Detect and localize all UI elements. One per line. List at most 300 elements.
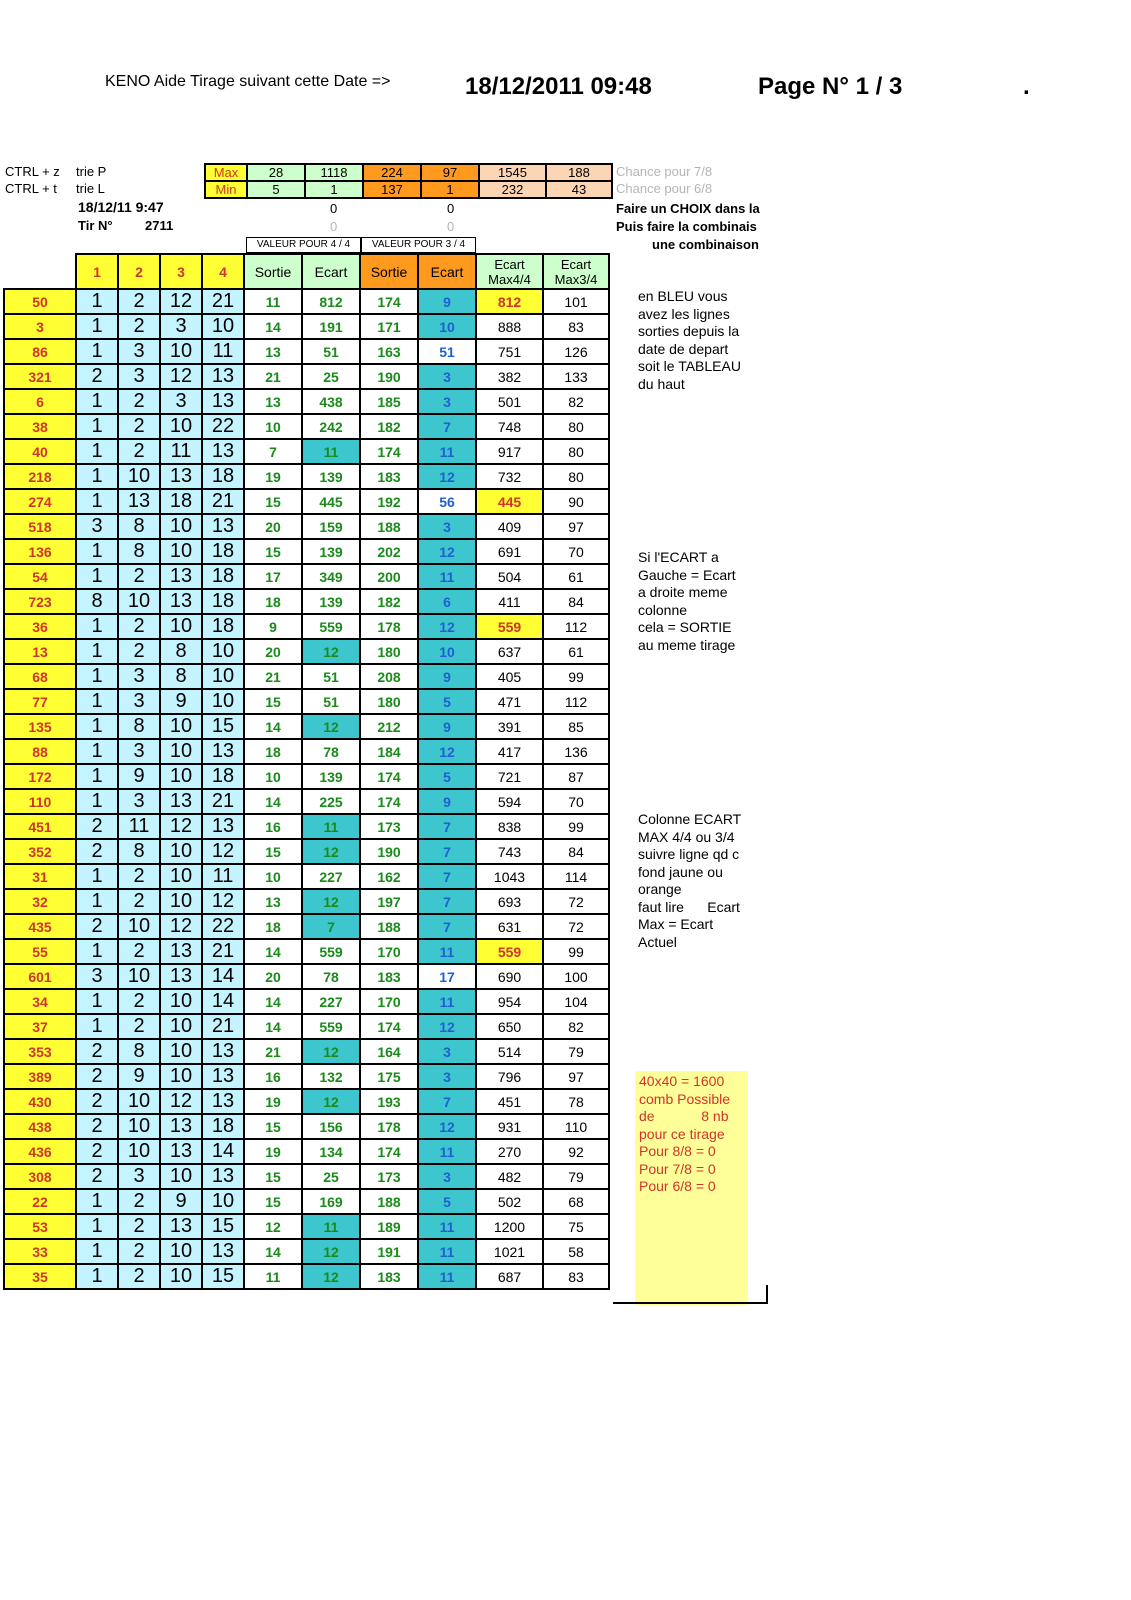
sortie-44: 14 xyxy=(244,714,302,739)
drawn-number: 2 xyxy=(76,1164,118,1189)
ecart-34: 7 xyxy=(418,864,476,889)
ecart-max-44: 471 xyxy=(476,689,543,714)
ecart-34: 10 xyxy=(418,639,476,664)
sortie-34: 175 xyxy=(360,1064,418,1089)
drawn-number: 1 xyxy=(76,1264,118,1289)
drawn-number: 3 xyxy=(118,664,160,689)
ecart-max-44: 931 xyxy=(476,1114,543,1139)
une-combinaison-note: une combinaison xyxy=(652,237,759,252)
sortie-44: 20 xyxy=(244,964,302,989)
ecart-44: 139 xyxy=(302,764,360,789)
note-line: comb Possible xyxy=(639,1090,731,1107)
drawn-number: 2 xyxy=(76,1064,118,1089)
ecart-44: 12 xyxy=(302,1089,360,1114)
drawn-number: 2 xyxy=(118,1239,160,1264)
row-index: 86 xyxy=(4,339,76,364)
note-line: Gauche = Ecart xyxy=(638,566,736,583)
sortie-44: 20 xyxy=(244,639,302,664)
ecart-44: 12 xyxy=(302,1039,360,1064)
drawn-number: 10 xyxy=(160,889,202,914)
drawn-number: 10 xyxy=(118,1089,160,1114)
header-blank xyxy=(4,254,76,289)
ecart-max-44: 445 xyxy=(476,489,543,514)
row-index: 50 xyxy=(4,289,76,314)
sortie-34: 202 xyxy=(360,539,418,564)
header-sortie-44: Sortie xyxy=(244,254,302,289)
ecart-44: 78 xyxy=(302,964,360,989)
sortie-44: 19 xyxy=(244,1139,302,1164)
table-row xyxy=(4,1264,609,1289)
table-row xyxy=(4,514,609,539)
ecart-max-44: 743 xyxy=(476,839,543,864)
sortie-34: 188 xyxy=(360,514,418,539)
ecart-max-44: 838 xyxy=(476,814,543,839)
ecart-44: 159 xyxy=(302,514,360,539)
group-label-34: VALEUR POUR 3 / 4 xyxy=(361,237,476,253)
ecart-34: 12 xyxy=(418,739,476,764)
table-row xyxy=(4,714,609,739)
table-row xyxy=(4,489,609,514)
drawn-number: 13 xyxy=(160,939,202,964)
sortie-34: 191 xyxy=(360,1239,418,1264)
page-number: Page N° 1 / 3 xyxy=(758,73,903,100)
row-index: 68 xyxy=(4,664,76,689)
ecart-max-34: 100 xyxy=(543,964,609,989)
note-line: en BLEU vous xyxy=(638,288,728,304)
drawn-number: 13 xyxy=(160,1214,202,1239)
sortie-44: 12 xyxy=(244,1214,302,1239)
drawn-number: 2 xyxy=(76,1039,118,1064)
bracket-line xyxy=(613,1302,766,1304)
ecart-max-44: 1043 xyxy=(476,864,543,889)
grey-zero-value: 0 xyxy=(330,219,338,234)
drawn-number: 2 xyxy=(118,314,160,339)
table-row xyxy=(4,339,609,364)
drawn-number: 13 xyxy=(202,514,244,539)
chance-78-label: Chance pour 7/8 xyxy=(616,164,713,179)
sortie-44: 14 xyxy=(244,314,302,339)
ecart-max-34: 133 xyxy=(543,364,609,389)
drawn-number: 1 xyxy=(76,789,118,814)
drawn-number: 8 xyxy=(118,839,160,864)
header-sortie-34: Sortie xyxy=(360,254,418,289)
note-line: Pour 7/8 = 0 xyxy=(639,1160,716,1177)
row-index: 77 xyxy=(4,689,76,714)
table-row xyxy=(4,314,609,339)
ecart-34: 9 xyxy=(418,289,476,314)
row-index: 438 xyxy=(4,1114,76,1139)
max-value: 188 xyxy=(546,164,612,181)
ecart-44: 25 xyxy=(302,1164,360,1189)
ecart-max-34: 58 xyxy=(543,1239,609,1264)
drawn-number: 22 xyxy=(202,414,244,439)
drawn-number: 10 xyxy=(160,414,202,439)
ecart-34: 3 xyxy=(418,1039,476,1064)
drawn-number: 18 xyxy=(202,614,244,639)
ecart-max-44: 693 xyxy=(476,889,543,914)
drawn-number: 10 xyxy=(202,664,244,689)
drawn-number: 10 xyxy=(160,764,202,789)
table-row xyxy=(4,739,609,764)
sortie-44: 9 xyxy=(244,614,302,639)
note-line: MAX 4/4 ou 3/4 xyxy=(638,828,735,845)
ecart-max-44: 514 xyxy=(476,1039,543,1064)
ecart-max-44: 812 xyxy=(476,289,543,314)
row-index: 353 xyxy=(4,1039,76,1064)
row-index: 436 xyxy=(4,1139,76,1164)
ecart-max-44: 270 xyxy=(476,1139,543,1164)
sortie-34: 193 xyxy=(360,1089,418,1114)
drawn-number: 1 xyxy=(76,539,118,564)
row-index: 352 xyxy=(4,839,76,864)
drawn-number: 14 xyxy=(202,1139,244,1164)
drawn-number: 8 xyxy=(118,539,160,564)
sortie-34: 192 xyxy=(360,489,418,514)
drawn-number: 1 xyxy=(76,1189,118,1214)
ecart-max-44: 954 xyxy=(476,989,543,1014)
drawn-number: 2 xyxy=(118,989,160,1014)
sortie-34: 163 xyxy=(360,339,418,364)
note-line: suivre ligne qd c xyxy=(638,846,740,862)
drawn-number: 11 xyxy=(202,339,244,364)
drawn-number: 1 xyxy=(76,1014,118,1039)
ecart-max-44: 721 xyxy=(476,764,543,789)
sortie-34: 189 xyxy=(360,1214,418,1239)
sortie-34: 183 xyxy=(360,464,418,489)
ecart-max-34: 97 xyxy=(543,1064,609,1089)
drawn-number: 10 xyxy=(118,464,160,489)
note-line: faut lire Ecart xyxy=(638,898,740,915)
ecart-max-34: 92 xyxy=(543,1139,609,1164)
row-index: 321 xyxy=(4,364,76,389)
drawn-number: 1 xyxy=(76,414,118,439)
drawn-number: 12 xyxy=(202,889,244,914)
row-index: 32 xyxy=(4,889,76,914)
drawn-number: 12 xyxy=(160,914,202,939)
drawn-number: 1 xyxy=(76,989,118,1014)
sortie-34: 174 xyxy=(360,1014,418,1039)
table-row xyxy=(4,1089,609,1114)
ecart-max-34: 70 xyxy=(543,789,609,814)
drawn-number: 10 xyxy=(160,514,202,539)
table-row xyxy=(4,589,609,614)
drawn-number: 13 xyxy=(160,964,202,989)
table-row xyxy=(4,389,609,414)
zero-value: 0 xyxy=(447,201,455,216)
sortie-34: 182 xyxy=(360,589,418,614)
row-index: 55 xyxy=(4,939,76,964)
ecart-44: 78 xyxy=(302,739,360,764)
ecart-max-34: 99 xyxy=(543,939,609,964)
header-number-3: 3 xyxy=(160,254,202,289)
sortie-44: 18 xyxy=(244,589,302,614)
faire-choix-note: Faire un CHOIX dans la xyxy=(616,201,760,216)
drawn-number: 10 xyxy=(160,539,202,564)
ecart-44: 438 xyxy=(302,389,360,414)
drawn-number: 14 xyxy=(202,989,244,1014)
table-row xyxy=(4,814,609,839)
ecart-34: 11 xyxy=(418,1239,476,1264)
drawn-number: 2 xyxy=(76,914,118,939)
sortie-44: 14 xyxy=(244,789,302,814)
ecart-44: 25 xyxy=(302,364,360,389)
note-colonne xyxy=(638,811,741,951)
ecart-max-44: 888 xyxy=(476,314,543,339)
drawn-number: 2 xyxy=(118,614,160,639)
group-label-44: VALEUR POUR 4 / 4 xyxy=(246,237,361,253)
ecart-44: 559 xyxy=(302,614,360,639)
ecart-max-34: 72 xyxy=(543,914,609,939)
table-row xyxy=(4,914,609,939)
header-ecart-max-34: Ecart Max3/4 xyxy=(543,254,609,289)
ecart-max-34: 87 xyxy=(543,764,609,789)
max-value: 1118 xyxy=(305,164,363,181)
ecart-max-34: 85 xyxy=(543,714,609,739)
max-row xyxy=(205,164,612,181)
drawn-number: 3 xyxy=(76,964,118,989)
row-index: 435 xyxy=(4,914,76,939)
drawn-number: 2 xyxy=(118,1264,160,1289)
drawn-number: 10 xyxy=(160,839,202,864)
ecart-max-44: 1200 xyxy=(476,1214,543,1239)
sortie-34: 212 xyxy=(360,714,418,739)
drawn-number: 10 xyxy=(160,339,202,364)
ecart-44: 139 xyxy=(302,539,360,564)
sortie-44: 21 xyxy=(244,1039,302,1064)
note-line: pour ce tirage xyxy=(639,1125,725,1142)
ecart-34: 10 xyxy=(418,314,476,339)
ecart-max-34: 75 xyxy=(543,1214,609,1239)
sortie-44: 10 xyxy=(244,864,302,889)
drawn-number: 2 xyxy=(118,1214,160,1239)
drawn-number: 10 xyxy=(202,314,244,339)
ecart-max-44: 637 xyxy=(476,639,543,664)
ecart-44: 132 xyxy=(302,1064,360,1089)
shortcut-ctrl-z: CTRL + z xyxy=(5,164,60,179)
drawn-number: 13 xyxy=(202,364,244,389)
sortie-34: 197 xyxy=(360,889,418,914)
drawn-number: 1 xyxy=(76,939,118,964)
drawn-number: 2 xyxy=(76,839,118,864)
row-index: 110 xyxy=(4,789,76,814)
table-row xyxy=(4,364,609,389)
drawn-number: 1 xyxy=(76,614,118,639)
drawn-number: 2 xyxy=(118,889,160,914)
ecart-max-34: 82 xyxy=(543,389,609,414)
sortie-44: 14 xyxy=(244,989,302,1014)
ecart-max-44: 382 xyxy=(476,364,543,389)
ecart-max-44: 751 xyxy=(476,339,543,364)
ecart-max-44: 409 xyxy=(476,514,543,539)
sortie-34: 174 xyxy=(360,439,418,464)
ecart-44: 139 xyxy=(302,464,360,489)
drawn-number: 11 xyxy=(202,864,244,889)
ecart-34: 12 xyxy=(418,1014,476,1039)
max-value: 1545 xyxy=(479,164,546,181)
sortie-34: 170 xyxy=(360,939,418,964)
drawn-number: 12 xyxy=(160,1089,202,1114)
sortie-34: 171 xyxy=(360,314,418,339)
table-row xyxy=(4,989,609,1014)
ecart-34: 12 xyxy=(418,1114,476,1139)
header-ecart-max-44: Ecart Max4/4 xyxy=(476,254,543,289)
drawn-number: 3 xyxy=(118,689,160,714)
ecart-44: 12 xyxy=(302,839,360,864)
table-row xyxy=(4,414,609,439)
ecart-44: 11 xyxy=(302,1214,360,1239)
drawn-number: 1 xyxy=(76,1239,118,1264)
ecart-max-44: 691 xyxy=(476,539,543,564)
ecart-max-44: 748 xyxy=(476,414,543,439)
drawn-number: 3 xyxy=(118,739,160,764)
ecart-max-34: 80 xyxy=(543,439,609,464)
sortie-34: 170 xyxy=(360,989,418,1014)
header-number-4: 4 xyxy=(202,254,244,289)
table-row xyxy=(4,289,609,314)
note-combinaisons xyxy=(635,1071,748,1305)
drawn-number: 10 xyxy=(202,639,244,664)
table-row xyxy=(4,1014,609,1039)
drawn-number: 1 xyxy=(76,289,118,314)
drawn-number: 10 xyxy=(160,739,202,764)
drawn-number: 10 xyxy=(202,689,244,714)
ecart-max-34: 61 xyxy=(543,564,609,589)
ecart-44: 227 xyxy=(302,989,360,1014)
drawn-number: 10 xyxy=(118,914,160,939)
ecart-34: 11 xyxy=(418,1264,476,1289)
row-index: 35 xyxy=(4,1264,76,1289)
table-header-row xyxy=(4,254,609,289)
drawn-number: 2 xyxy=(118,1014,160,1039)
note-line: au meme tirage xyxy=(638,636,736,653)
ecart-max-44: 687 xyxy=(476,1264,543,1289)
ecart-max-34: 136 xyxy=(543,739,609,764)
row-index: 88 xyxy=(4,739,76,764)
ecart-34: 12 xyxy=(418,464,476,489)
drawn-number: 3 xyxy=(118,364,160,389)
ecart-max-34: 99 xyxy=(543,814,609,839)
ecart-max-44: 796 xyxy=(476,1064,543,1089)
drawn-number: 10 xyxy=(160,1014,202,1039)
ecart-44: 227 xyxy=(302,864,360,889)
ecart-44: 12 xyxy=(302,1239,360,1264)
table-row xyxy=(4,464,609,489)
bracket-line xyxy=(766,1285,768,1304)
ecart-max-34: 114 xyxy=(543,864,609,889)
drawn-number: 10 xyxy=(118,964,160,989)
table-row xyxy=(4,539,609,564)
note-line: fond jaune ou xyxy=(638,863,723,880)
note-line: sorties depuis la xyxy=(638,323,740,339)
table-row xyxy=(4,889,609,914)
drawn-number: 2 xyxy=(118,389,160,414)
drawn-number: 21 xyxy=(202,289,244,314)
ecart-34: 7 xyxy=(418,414,476,439)
ecart-34: 56 xyxy=(418,489,476,514)
ecart-max-34: 84 xyxy=(543,589,609,614)
ecart-34: 11 xyxy=(418,989,476,1014)
ecart-34: 7 xyxy=(418,839,476,864)
drawn-number: 1 xyxy=(76,739,118,764)
drawn-number: 18 xyxy=(202,539,244,564)
sortie-34: 190 xyxy=(360,364,418,389)
ecart-44: 225 xyxy=(302,789,360,814)
drawn-number: 13 xyxy=(202,1089,244,1114)
ecart-34: 3 xyxy=(418,514,476,539)
drawn-number: 21 xyxy=(202,789,244,814)
max-min-table xyxy=(204,163,613,199)
sortie-34: 180 xyxy=(360,639,418,664)
drawn-number: 18 xyxy=(202,589,244,614)
sortie-34: 182 xyxy=(360,414,418,439)
drawn-number: 11 xyxy=(160,439,202,464)
ecart-34: 11 xyxy=(418,939,476,964)
row-index: 136 xyxy=(4,539,76,564)
ecart-max-34: 83 xyxy=(543,314,609,339)
sortie-34: 162 xyxy=(360,864,418,889)
drawn-number: 13 xyxy=(160,1114,202,1139)
drawn-number: 1 xyxy=(76,439,118,464)
drawn-number: 15 xyxy=(202,1214,244,1239)
drawn-number: 13 xyxy=(202,1164,244,1189)
sortie-34: 164 xyxy=(360,1039,418,1064)
ecart-max-44: 405 xyxy=(476,664,543,689)
ecart-max-34: 61 xyxy=(543,639,609,664)
ecart-34: 6 xyxy=(418,589,476,614)
row-index: 518 xyxy=(4,514,76,539)
min-value: 137 xyxy=(363,181,421,198)
ecart-44: 559 xyxy=(302,939,360,964)
ecart-34: 3 xyxy=(418,1064,476,1089)
header-dot: . xyxy=(1023,73,1030,100)
drawn-number: 3 xyxy=(118,789,160,814)
max-value: 28 xyxy=(247,164,305,181)
drawn-number: 10 xyxy=(160,1064,202,1089)
table-row xyxy=(4,864,609,889)
sortie-44: 18 xyxy=(244,914,302,939)
ecart-44: 7 xyxy=(302,914,360,939)
ecart-max-34: 97 xyxy=(543,514,609,539)
table-row xyxy=(4,1189,609,1214)
header-number-1: 1 xyxy=(76,254,118,289)
ecart-max-44: 411 xyxy=(476,589,543,614)
header-number-2: 2 xyxy=(118,254,160,289)
drawn-number: 13 xyxy=(118,489,160,514)
drawn-number: 13 xyxy=(202,1039,244,1064)
ecart-max-34: 104 xyxy=(543,989,609,1014)
sortie-34: 178 xyxy=(360,1114,418,1139)
drawn-number: 10 xyxy=(160,864,202,889)
ecart-max-34: 110 xyxy=(543,1114,609,1139)
ecart-44: 12 xyxy=(302,714,360,739)
sortie-44: 13 xyxy=(244,889,302,914)
drawn-number: 8 xyxy=(160,639,202,664)
sortie-34: 188 xyxy=(360,1189,418,1214)
table-row xyxy=(4,939,609,964)
page-title: KENO Aide Tirage suivant cette Date => xyxy=(105,73,391,90)
sortie-44: 13 xyxy=(244,389,302,414)
drawn-number: 18 xyxy=(160,489,202,514)
drawn-number: 2 xyxy=(118,1189,160,1214)
ecart-34: 5 xyxy=(418,764,476,789)
shortcut-ctrl-z-action: trie P xyxy=(76,164,107,179)
row-index: 172 xyxy=(4,764,76,789)
min-value: 43 xyxy=(546,181,612,198)
ecart-max-34: 82 xyxy=(543,1014,609,1039)
sortie-44: 16 xyxy=(244,814,302,839)
sortie-44: 14 xyxy=(244,1014,302,1039)
drawn-number: 10 xyxy=(160,1039,202,1064)
